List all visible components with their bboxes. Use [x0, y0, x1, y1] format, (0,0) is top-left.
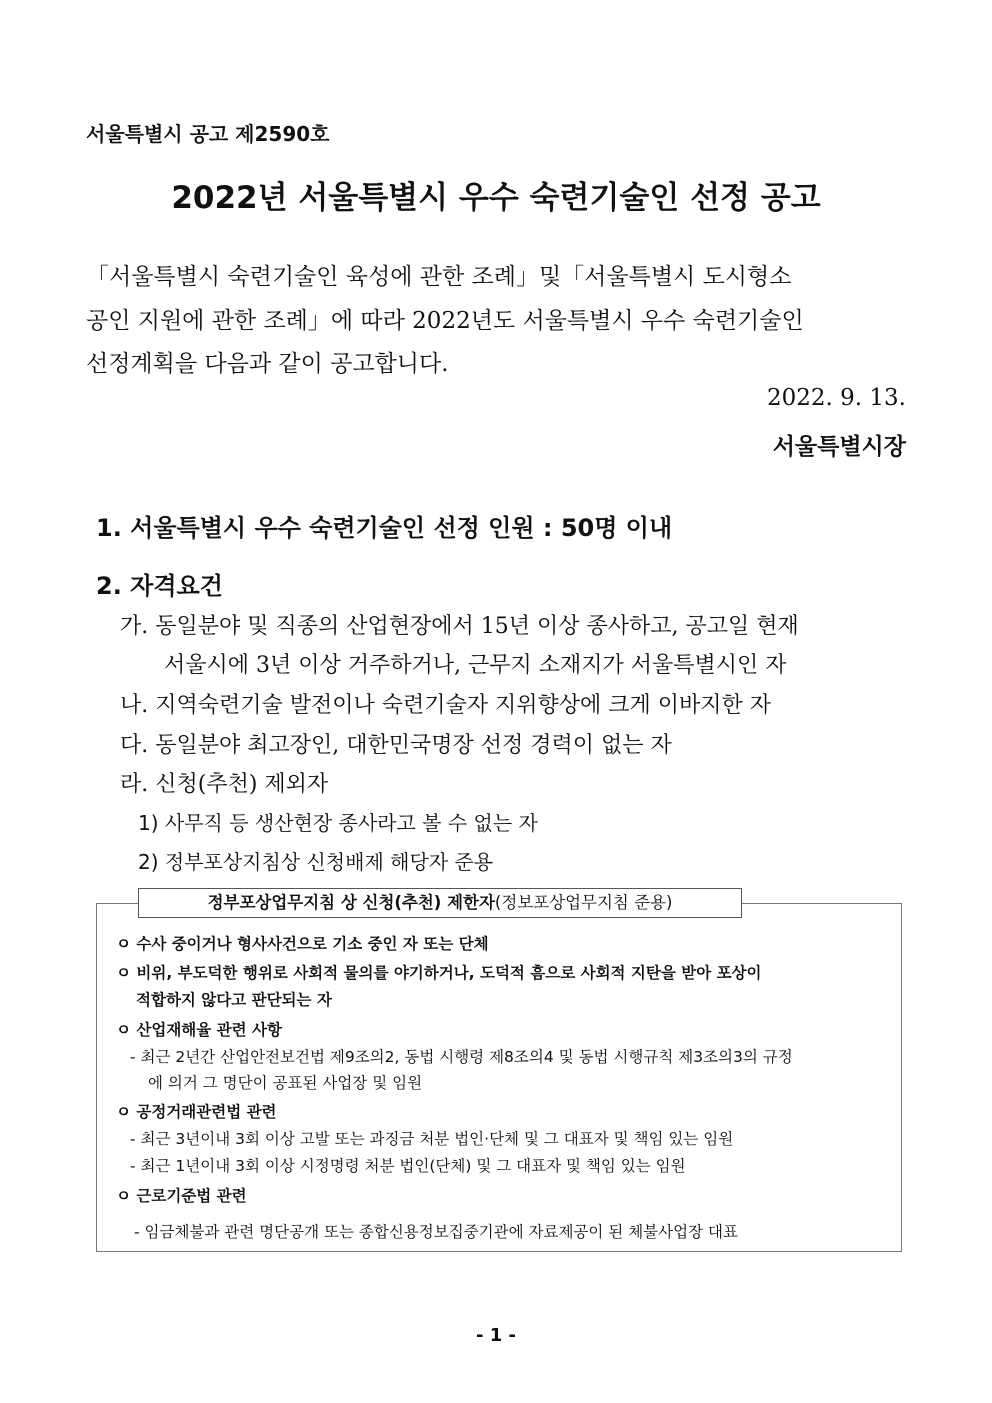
document-title: 2022년 서울특별시 우수 숙련기술인 선정 공고 — [171, 180, 821, 216]
box-bullet-3-detail-line-2: 에 의거 그 명단이 공표된 사업장 및 임원 — [148, 1074, 423, 1092]
box-bullet-5: ㅇ 근로기준법 관련 — [116, 1187, 247, 1205]
requirement-ga-line-1: 가. 동일분야 및 직종의 산업현장에서 15년 이상 종사하고, 공고일 현재 — [120, 614, 799, 639]
box-bullet-1: ㅇ 수사 중이거나 형사사건으로 기소 중인 자 또는 단체 — [116, 935, 489, 953]
box-title-note: (정보포상업무지침 준용) — [494, 893, 673, 912]
intro-line-1: 「서울특별시 숙련기술인 육성에 관한 조례」및「서울특별시 도시형소 — [86, 264, 792, 290]
restriction-box-title — [138, 888, 742, 918]
requirement-ra: 라. 신청(추천) 제외자 — [120, 772, 329, 797]
box-title-bold: 정부포상업무지침 상 신청(추천) 제한자 — [207, 893, 495, 912]
requirement-ga-line-2: 서울시에 3년 이상 거주하거나, 근무지 소재지가 서울특별시인 자 — [164, 653, 787, 678]
box-bullet-5-detail-1: - 임금체불과 관련 명단공개 또는 종합신용정보집중기관에 자료제공이 된 체불사업장 대표 — [134, 1223, 738, 1241]
box-bullet-4: ㅇ 공정거래관련법 관련 — [116, 1103, 277, 1121]
page-number: - 1 - — [476, 1325, 516, 1346]
section-1-heading: 1. 서울특별시 우수 숙련기술인 선정 인원 : 50명 이내 — [96, 514, 673, 542]
notice-number: 서울특별시 공고 제2590호 — [86, 122, 330, 146]
announcement-date: 2022. 9. 13. — [767, 385, 906, 411]
issuer: 서울특별시장 — [772, 433, 906, 460]
section-2-heading: 2. 자격요건 — [96, 572, 223, 600]
box-bullet-4-detail-1: - 최근 3년이내 3회 이상 고발 또는 과징금 처분 법인·단체 및 그 대표자 및 책임 있는 임원 — [130, 1130, 734, 1148]
requirement-ra-sub-2: 2) 정부포상지침상 신청배제 해당자 준용 — [138, 850, 494, 874]
requirement-da: 다. 동일분야 최고장인, 대한민국명장 선정 경력이 없는 자 — [120, 733, 672, 758]
requirement-ra-sub-1: 1) 사무직 등 생산현장 종사라고 볼 수 없는 자 — [138, 811, 538, 835]
box-bullet-2-line-2: 적합하지 않다고 판단되는 자 — [136, 991, 332, 1009]
box-bullet-4-detail-2: - 최근 1년이내 3회 이상 시정명령 처분 법인(단체) 및 그 대표자 및 책임 있는 임원 — [130, 1157, 686, 1175]
requirement-na: 나. 지역숙련기술 발전이나 숙련기술자 지위향상에 크게 이바지한 자 — [120, 693, 772, 718]
intro-line-2: 공인 지원에 관한 조례」에 따라 2022년도 서울특별시 우수 숙련기술인 — [86, 308, 804, 334]
intro-line-3: 선정계획을 다음과 같이 공고합니다. — [86, 351, 449, 377]
box-bullet-3: ㅇ 산업재해율 관련 사항 — [116, 1021, 282, 1039]
box-bullet-2-line-1: ㅇ 비위, 부도덕한 행위로 사회적 물의를 야기하거나, 도덕적 흠으로 사회적 지탄을 받아 포상이 — [116, 964, 762, 982]
box-bullet-3-detail-line-1: - 최근 2년간 산업안전보건법 제9조의2, 동법 시행령 제8조의4 및 동법 시행규칙 제3조의3의 규정 — [130, 1048, 793, 1066]
